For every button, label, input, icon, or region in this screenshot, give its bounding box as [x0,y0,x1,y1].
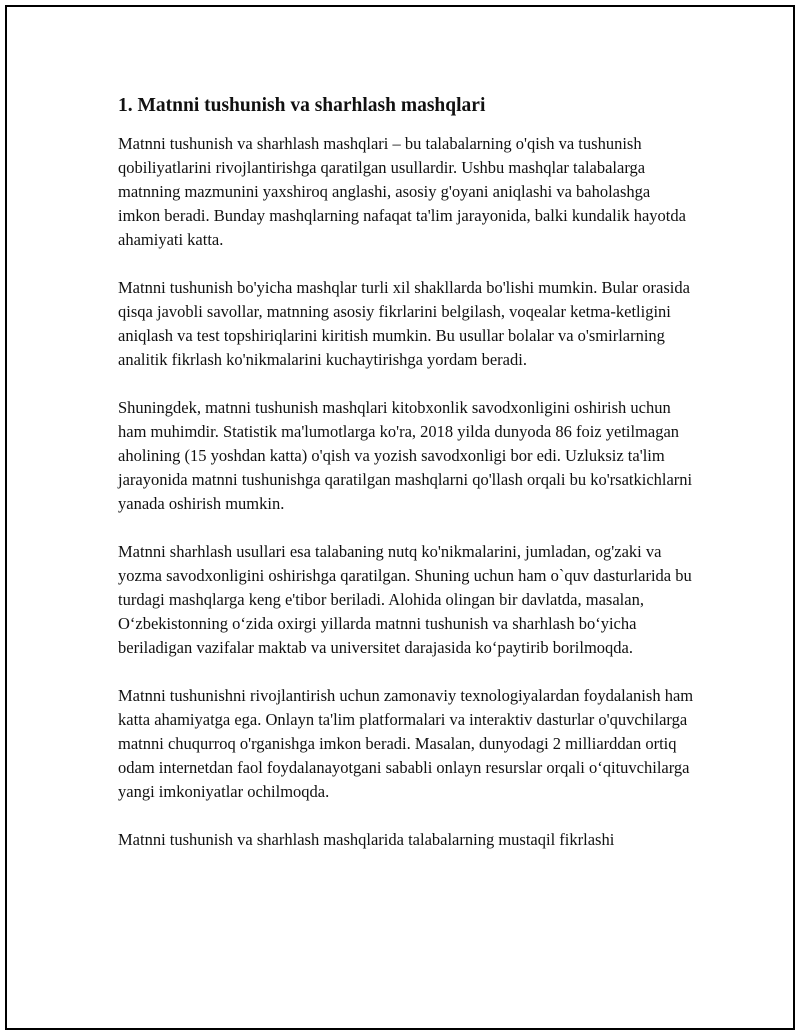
paragraph-1: Matnni tushunish va sharhlash mashqlari – bu talabalarning o'qish va tushunish qobiliyatlarini rivojlantirishga qaratilgan usullardir. Ushbu mashqlar talabalarga matnning mazmunini yaxshiroq anglashi, asosiy g'oyani aniqlashi va baholashga imkon beradi. Bunday mashqlarning nafaqat ta'lim jarayonida, balki kundalik hayotda ahamiyati katta. [118,134,686,249]
paragraph-2: Matnni tushunish bo'yicha mashqlar turli xil shakllarda bo'lishi mumkin. Bular orasida qisqa javobli savollar, matnning asosiy fikrlarini belgilash, voqealar ketma-ketligini aniqlash va test topshiriqlarini kiritish mumkin. Bu usullar bolalar va o'smirlarning analitik fikrlash ko'nikmalarini kuchaytirishga yordam beradi. [118,278,690,369]
paragraph-4: Matnni sharhlash usullari esa talabaning nutq ko'nikmalarini, jumladan, og'zaki va yozma savodxonligini oshirishga qaratilgan. Shuning uchun ham o`quv dasturlarida bu turdagi mashqlarga keng e'tibor beriladi. Alohida olingan bir davlatda, masalan, O‘zbekistonning o‘zida oxirgi yillarda matnni tushunish va sharhlash bo‘yicha beriladigan vazifalar maktab va universitet darajasida ko‘paytirib borilmoqda. [118,542,692,657]
document-body [118,94,694,876]
paragraph-6: Matnni tushunish va sharhlash mashqlarida talabalarning mustaqil fikrlashi [118,830,615,849]
paragraph-5: Matnni tushunishni rivojlantirish uchun zamonaviy texnologiyalardan foydalanish ham katta ahamiyatga ega. Onlayn ta'lim platformalari va interaktiv dasturlar o'quvchilarga matnni chuqurroq o'rganishga imkon beradi. Masalan, dunyodagi 2 milliarddan ortiq odam internetdan faol foydalanayotgani sababli onlayn resurslar orqali o‘qituvchilarga yangi imkoniyatlar ochilmoqda. [118,686,694,801]
paragraph-3: Shuningdek, matnni tushunish mashqlari kitobxonlik savodxonligini oshirish uchun ham muhimdir. Statistik ma'lumotlarga ko'ra, 2018 yilda dunyoda 86 foiz yetilmagan aholining (15 yoshdan katta) o'qish va yozish savodxonligi bor edi. Uzluksiz ta'lim jarayonida matnni tushunishga qaratilgan mashqlarni qo'llash orqali bu ko'rsatkichlarni yanada oshirish mumkin. [118,398,693,513]
section-heading: 1. Matnni tushunish va sharhlash mashqlari [118,95,486,116]
